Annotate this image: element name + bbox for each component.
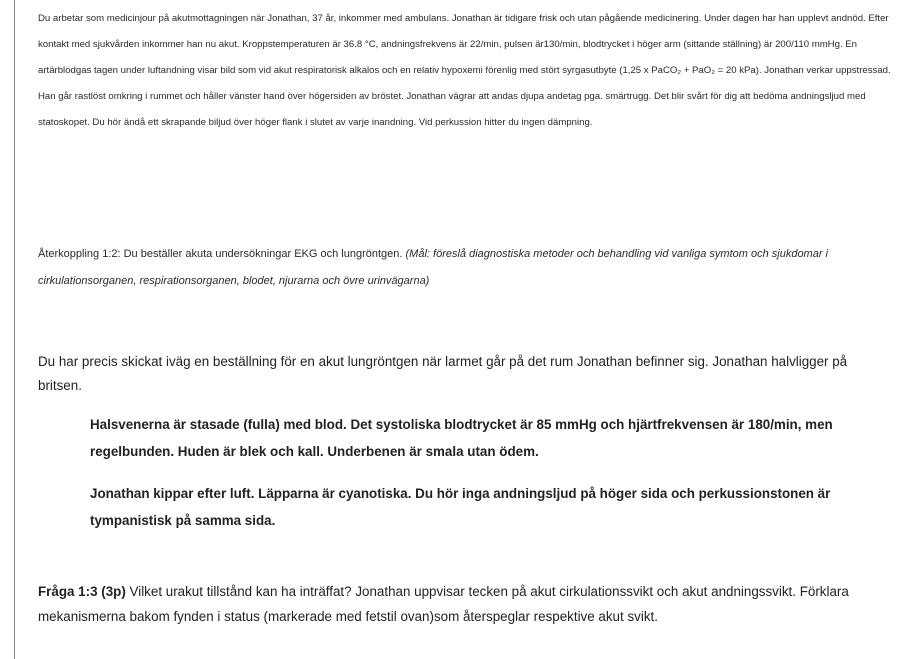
question-label: Fråga 1:3 (3p) <box>38 584 126 599</box>
question-text: Vilket urakut tillstånd kan ha inträffat? Jonathan uppvisar tecken på akut cirkulationssvikt och akut andningssvikt. Förklara mekanismerna bakom fynden i status (markerade med fetstil ovan)som återspeglar respektive akut svikt. <box>38 584 849 624</box>
case-intro-paragraph: Du arbetar som medicinjour på akutmottagningen när Jonathan, 37 år, inkommer med ambulans. Jonathan är tidigare frisk och utan pågående medicinering. Under dagen har han upplevt andnöd. Efter kontakt med sjukvården inkommer han nu akut. Kroppstemperaturen är 36.8 °C, andningsfrekvens är 22/min, pulsen är130/min, blodtrycket i höger arm (sittande ställning) är 200/110 mmHg. En artärblodgas tagen under luftandning visar bild som vid akut respiratorisk alkalos och en relativ hypoxemi förenlig med stört syrgasutbyte (1,25 x PaCO₂ + PaO₂ = 20 kPa). Jonathan verkar uppstressad. Han går rastlöst omkring i rummet och håller vänster hand över högersiden av bröstet. Jonathan vägrar att andas djupa andetag pga. smärtrugg. Det blir svårt för dig att bedöma andningsljud med statoskopet. Du hör ändå ett skrapande biljud över höger flank i slutet av varje inandning. Vid perkussion hitter du ingen dämpning. <box>38 13 891 128</box>
feedback-paragraph <box>38 241 894 295</box>
findings-circulation: Halsvenerna är stasade (fulla) med blod. Det systoliska blodtrycket är 85 mmHg och hjärtfrekvensen är 180/min, men regelbunden. Huden är blek och kall. Underbenen är smala utan ödem. <box>90 417 833 459</box>
document-left-border <box>0 0 15 659</box>
feedback-goal: (Mål: föreslå diagnostiska metoder och behandling vid vanliga symtom och sjukdomar i cirkulationsorganen, respirationsorganen, blodet, njurarna och övre urinvägarna) <box>38 248 829 287</box>
feedback-text: Återkoppling 1:2: Du beställer akuta undersökningar EKG och lungröntgen. <box>38 248 406 260</box>
scenario-paragraph: Du har precis skickat iväg en beställning för en akut lungröntgen när larmet går på det rum Jonathan befinner sig. Jonathan halvligger på britsen. <box>38 354 848 393</box>
question-paragraph <box>38 580 894 629</box>
findings-respiration: Jonathan kippar efter luft. Läpparna är cyanotiska. Du hör inga andningsljud på höger sida och perkussionstonen är tympanistisk på samma sida. <box>90 486 831 528</box>
